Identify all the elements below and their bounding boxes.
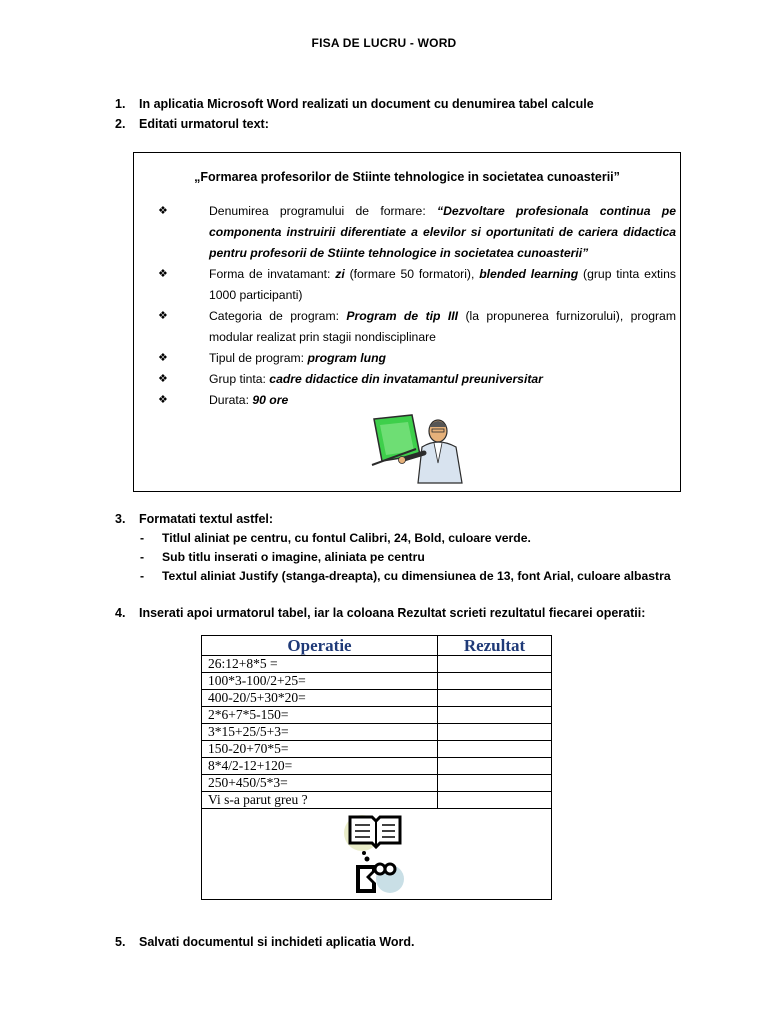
- result-cell[interactable]: [438, 792, 552, 809]
- result-cell[interactable]: [438, 673, 552, 690]
- step-number: 2.: [115, 117, 126, 131]
- operation-cell: 400-20/5+30*20=: [202, 690, 438, 707]
- table-row: [202, 690, 552, 707]
- bullet-item-tipul: ❖ Tipul de program: program lung: [158, 348, 676, 369]
- operation-cell: 100*3-100/2+25=: [202, 673, 438, 690]
- operation-cell: 8*4/2-12+120=: [202, 758, 438, 775]
- result-cell[interactable]: [438, 724, 552, 741]
- diamond-bullet-icon: ❖: [158, 268, 168, 280]
- diamond-bullet-icon: ❖: [158, 394, 168, 406]
- step-number: 1.: [115, 97, 126, 111]
- operation-cell: 150-20+70*5=: [202, 741, 438, 758]
- result-cell[interactable]: [438, 758, 552, 775]
- step-text: Salvati documentul si inchideti aplicatia Word.: [139, 935, 415, 949]
- step-number: 3.: [115, 512, 126, 526]
- diamond-bullet-icon: ❖: [158, 352, 168, 364]
- result-cell[interactable]: [438, 656, 552, 673]
- operation-cell: 3*15+25/5+3=: [202, 724, 438, 741]
- bullet-item-durata: ❖ Durata: 90 ore: [158, 390, 676, 411]
- operation-cell: 26:12+8*5 =: [202, 656, 438, 673]
- step-text: In aplicatia Microsoft Word realizati un document cu denumirea tabel calcule: [139, 97, 594, 111]
- formatting-item: - Textul aliniat Justify (stanga-dreapta), cu dimensiunea de 13, font Arial, culoare albastra: [140, 569, 671, 583]
- step-number: 4.: [115, 606, 126, 620]
- table-row: [202, 741, 552, 758]
- formatting-list: [140, 529, 671, 586]
- bullet-item-program-name: ❖ Denumirea programului de formare: “Dezvoltare profesionala continua pe componenta instruirii diferentiate a elevilor si oportunitati de cariera didactica pentru profesorii de Stiinte tehnologice in societatea cunoasterii”: [158, 201, 676, 264]
- table-row: [202, 792, 552, 809]
- bullet-item-categoria: ❖ Categoria de program: Program de tip III (la propunerea furnizorului), program modular realizat prin stagii nondisciplinare: [158, 306, 676, 348]
- image-cell: [202, 809, 552, 900]
- step-number: 5.: [115, 935, 126, 949]
- table-row: [202, 724, 552, 741]
- bullet-item-grup-tinta: ❖ Grup tinta: cadre didactice din invatamantul preuniversitar: [158, 369, 676, 390]
- formatting-item: - Titlul aliniat pe centru, cu fontul Calibri, 24, Bold, culoare verde.: [140, 531, 531, 545]
- table-row: [202, 707, 552, 724]
- header-rezultat: Rezultat: [438, 636, 552, 656]
- step-5: [115, 935, 415, 949]
- operation-cell: 2*6+7*5-150=: [202, 707, 438, 724]
- step-text: Editati urmatorul text:: [139, 117, 269, 131]
- teacher-clipart-icon: [370, 413, 470, 485]
- result-cell[interactable]: [438, 775, 552, 792]
- step-text: Inserati apoi urmatorul tabel, iar la coloana Rezultat scrieti rezultatul fiecarei operatii:: [139, 606, 646, 620]
- table-row: [202, 775, 552, 792]
- diamond-bullet-icon: ❖: [158, 373, 168, 385]
- result-cell[interactable]: [438, 707, 552, 724]
- result-cell[interactable]: [438, 741, 552, 758]
- table-row: [202, 758, 552, 775]
- operation-cell: 250+450/5*3=: [202, 775, 438, 792]
- table-image-row: [202, 809, 552, 900]
- step-1: [115, 97, 594, 111]
- step-2: [115, 117, 269, 131]
- text-box: [133, 152, 681, 492]
- diamond-bullet-icon: ❖: [158, 205, 168, 217]
- table-row: [202, 673, 552, 690]
- table-header-row: [202, 636, 552, 656]
- step-4: [115, 606, 645, 620]
- header-operatie: Operatie: [202, 636, 438, 656]
- page-title: FISA DE LUCRU - WORD: [311, 36, 457, 50]
- step-text: Formatati textul astfel:: [139, 512, 274, 526]
- operation-cell: Vi s-a parut greu ?: [202, 792, 438, 809]
- table-row: [202, 656, 552, 673]
- bullet-list: [158, 201, 676, 411]
- step-3: [115, 512, 273, 526]
- result-cell[interactable]: [438, 690, 552, 707]
- box-title: „Formarea profesorilor de Stiinte tehnologice in societatea cunoasterii”: [194, 170, 620, 184]
- operations-table: [201, 635, 552, 900]
- diamond-bullet-icon: ❖: [158, 310, 168, 322]
- book-thinking-clipart-icon: [342, 809, 412, 895]
- formatting-item: - Sub titlu inserati o imagine, aliniata pe centru: [140, 550, 425, 564]
- bullet-item-forma-invatamant: ❖ Forma de invatamant: zi (formare 50 formatori), blended learning (grup tinta extins 1000 participanti): [158, 264, 676, 306]
